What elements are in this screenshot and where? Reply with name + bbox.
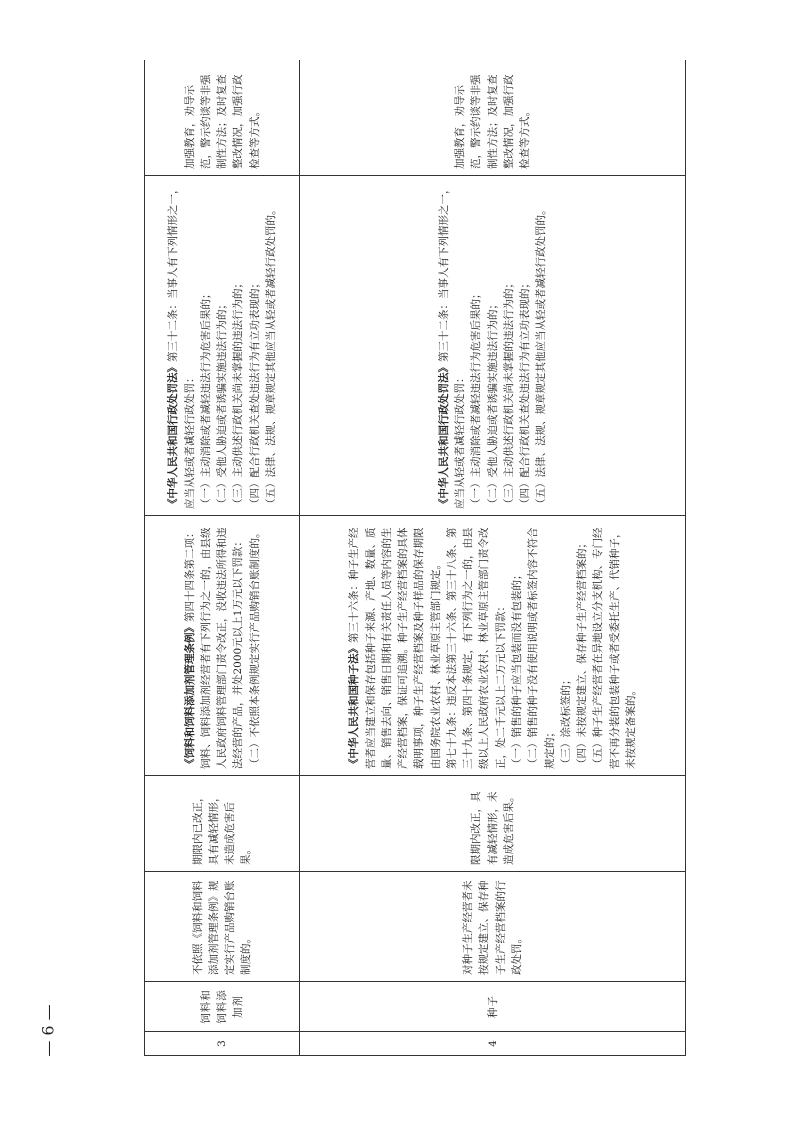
legal-basis-cell xyxy=(300,516,686,776)
category-cell: 饲料和饲料添加剂 xyxy=(145,982,300,1032)
page-number xyxy=(28,1000,68,1060)
penalty-law-title: 《中华人民共和国行政处罚法》 xyxy=(167,362,180,509)
table-row xyxy=(145,60,300,1056)
table-row xyxy=(300,60,686,1056)
legal-basis-title: 《饲料和饲料添加剂管理条例》 xyxy=(183,622,196,769)
legal-basis-body: 第三十六条：种子生产经营者应当建立和保存包括种子来源、产地、数量、质量、销售去向、销售日期和有关责任人员等内容的生产经营档案，保证可追溯。种子生产经营档案的具体载明事项，种子生产经营档案及种子样品的保存期限由国务院农业农村、林业草原主管部门规定。 第七十九条：违反本法第三十六条、第三十八条、第三十九条、第四十条规定，有下列行为之一的，由县级以上人民政府农业农村、林业草原主管部门责令改正，处二千元以上二万元以下罚款： （一）销售的种子应当包装而没有包装的； （二）销售的种子没有使用说明或者标签内容不符合规定的； （三）涂改标签的； （四）未按规定建立、保存种子生产经营档案的； （五）种子生产经营者在异地设立分支机构、专门经营不再分装的包装种子或者受委托生产、代销种子，未按规定备案的。 xyxy=(348,527,637,769)
mitigation-condition-cell: 期限内已改正，具有减轻情形，未造成危害后果。 xyxy=(145,776,300,872)
violation-item-cell: 不依照《饲料和饲料添加剂管理条例》规定实行产品购销台账制度的。 xyxy=(145,872,300,982)
measures-cell: 加强教育，劝导示范，警示约谈等非强制性方法；及时复查整改情况，加强行政检查等方式。 xyxy=(145,60,300,176)
row-number: 3 xyxy=(145,1032,300,1056)
penalty-law-body: 第三十二条：当事人有下列情形之一，应当从轻或者减轻行政处罚： （一）主动消除或者减轻违法行为危害后果的； （二）受他人胁迫或者诱骗实施违法行为的； （三）主动供述行政机关尚未掌握的违法行为的； （四）配合行政机关查处违法行为有立功表现的； （五）法律、法规、规章规定其他应当从轻或者减轻行政处罚的。 xyxy=(167,183,277,509)
page-number-text: — 6 — xyxy=(38,1003,58,1057)
penalty-law-title: 《中华人民共和国行政处罚法》 xyxy=(437,362,450,509)
legal-basis-title: 《中华人民共和国种子法》 xyxy=(348,643,361,769)
penalty-law-cell xyxy=(145,176,300,516)
measures-cell: 加强教育，劝导示范，警示约谈等非强制性方法；及时复查整改情况，加强行政检查等方式。 xyxy=(300,60,686,176)
row-number: 4 xyxy=(300,1032,686,1056)
rotated-page-sheet xyxy=(144,60,686,1056)
category-cell: 种子 xyxy=(300,982,686,1032)
regulation-table xyxy=(144,60,686,1056)
legal-basis-body: 第四十四条第二项：饲料、饲料添加剂经营者有下列行为之一的，由县级人民政府饲料管理部门责令改正，没收违法所得和违法经营的产品，并处2000元以上1万元以下罚款：（二）不依照本条例规定实行产品购销台账制度的。 xyxy=(183,527,261,769)
mitigation-condition-cell: 限期内改正，具有减轻情形，未造成危害后果。 xyxy=(300,776,686,872)
rotated-table-container xyxy=(144,60,686,1056)
penalty-law-cell xyxy=(300,176,686,516)
legal-basis-cell xyxy=(145,516,300,776)
penalty-law-body: 第三十二条：当事人有下列情形之一，应当从轻或者减轻行政处罚： （一）主动消除或者减轻违法行为危害后果的； （二）受他人胁迫或者诱骗实施违法行为的； （三）主动供述行政机关尚未掌握的违法行为的； （四）配合行政机关查处违法行为有立功表现的； （五）法律、法规、规章规定其他应当从轻或者减轻行政处罚的。 xyxy=(437,183,548,509)
violation-item-cell: 对种子生产经营者未按规定建立、保存种子生产经营档案的行政处罚。 xyxy=(300,872,686,982)
